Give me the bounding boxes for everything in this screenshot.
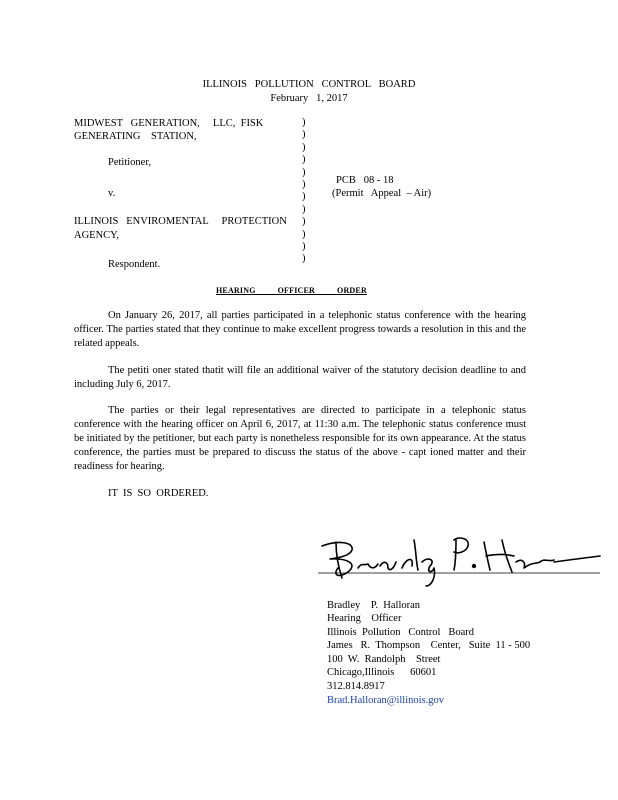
address-city: Chicago,Illinois 60601 xyxy=(327,667,437,678)
caption-parentheses xyxy=(302,117,306,266)
petitioner-name-line1: MIDWEST GENERATION, LLC, FISK xyxy=(74,118,264,129)
paragraph-text: On January 26, 2017, all parties participated in a telephonic status conference with the hearing officer. The parties stated that they continue to make excellent progress towards a resolution in this and the related appeals. xyxy=(74,310,526,349)
paren: ) xyxy=(302,117,306,128)
paren: ) xyxy=(302,154,306,166)
paren: ) xyxy=(302,241,306,253)
paren: ) xyxy=(302,203,306,215)
paren: ) xyxy=(302,253,306,265)
paren: ) xyxy=(302,179,306,191)
petitioner-name-line2: GENERATING STATION, xyxy=(74,131,197,142)
case-type: (Permit Appeal – Air) xyxy=(332,188,432,199)
paragraph-text: The petiti oner stated thatit will file an additional waiver of the statutory decision deadline to and including July 6, 2017. xyxy=(74,365,526,390)
case-number: PCB 08 - 18 xyxy=(336,175,394,186)
paren: ) xyxy=(302,141,306,153)
petitioner-role: Petitioner, xyxy=(108,157,152,168)
paren: ) xyxy=(302,166,306,178)
signer-title: Hearing Officer xyxy=(327,613,402,624)
paren: ) xyxy=(302,129,306,141)
address-line2: 100 W. Randolph Street xyxy=(327,654,441,665)
signer-name: Bradley P. Halloran xyxy=(327,600,421,611)
address-line1: James R. Thompson Center, Suite 11 - 500 xyxy=(327,640,531,651)
paragraph-1 xyxy=(74,309,526,351)
respondent-name-line2: AGENCY, xyxy=(74,230,120,241)
signature-image xyxy=(318,532,603,588)
paren: ) xyxy=(302,228,306,240)
respondent-role: Respondent. xyxy=(108,259,161,270)
paragraph-text: The parties or their legal representatives are directed to participate in a telephonic status conference with the hearing officer on April 6, 2017, at 11:30 a.m. The telephonic status conference must be initiated by the petitioner, but each party is nonetheless responsible for its own appearance. At the status conference, the parties must be prepared to discuss the status of the above - capt ioned matter and their readiness for hearing. xyxy=(74,405,526,472)
order-title: HEARING OFFICER ORDER xyxy=(216,286,367,295)
paragraph-2 xyxy=(74,364,526,392)
email-link[interactable]: Brad.Halloran@illinois.gov xyxy=(327,695,444,706)
closing-statement: IT IS SO ORDERED. xyxy=(108,488,209,499)
board-title: ILLINOIS POLLUTION CONTROL BOARD xyxy=(202,79,416,90)
phone-number: 312.814.8917 xyxy=(327,681,385,692)
signer-organization: Illinois Pollution Control Board xyxy=(327,627,475,638)
paren: ) xyxy=(302,216,306,228)
paragraph-3 xyxy=(74,404,526,474)
versus-label: v. xyxy=(108,188,116,199)
order-date: February 1, 2017 xyxy=(270,93,348,104)
paren: ) xyxy=(302,191,306,203)
respondent-name-line1: ILLINOIS ENVIROMENTAL PROTECTION xyxy=(74,216,287,227)
